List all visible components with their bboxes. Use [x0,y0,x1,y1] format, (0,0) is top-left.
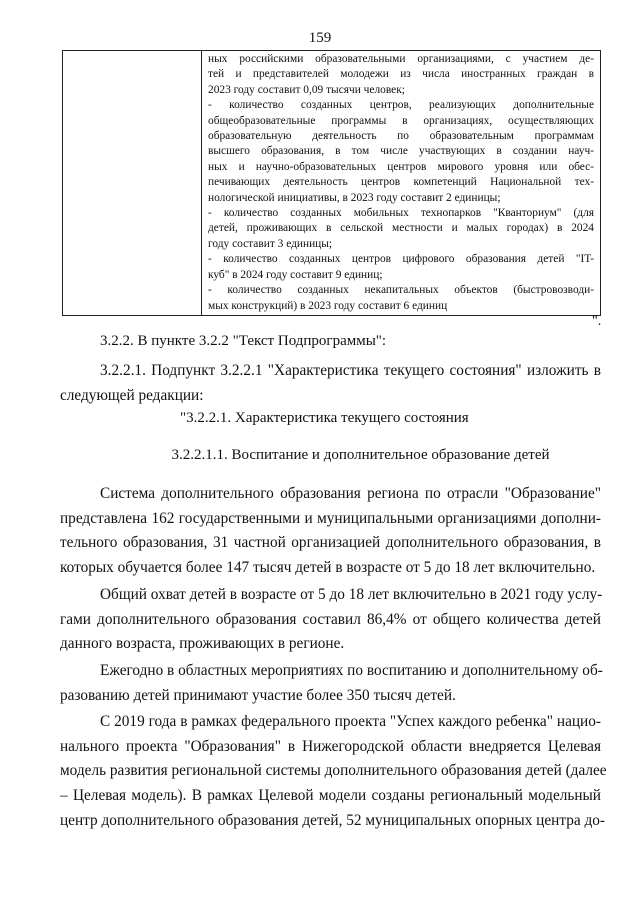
paragraph-line: разованию детей принимают участие более 350 тысяч детей. [60,686,456,704]
table-text-line: - количество созданных мобильных технопарков "Кванториум" (для [208,207,594,220]
section-3-2-2: 3.2.2. В пункте 3.2.2 "Текст Подпрограммы": [100,333,387,349]
table-text-line: ных и научно-образовательных центров мирового уровня или обес- [208,160,594,173]
heading-characteristic: "3.2.2.1. Характеристика текущего состояния [180,410,469,426]
paragraph-line: С 2019 года в рамках федерального проекта "Успех каждого ребенка" нацио- [100,713,601,730]
paragraph-line: Ежегодно в областных мероприятиях по воспитанию и дополнительному об- [100,662,603,679]
table-text-line: - количество созданных центров цифрового образования детей "IT- [208,253,594,266]
closing-quote: ". [592,314,602,329]
table-text-line: - количество созданных некапитальных объектов (быстровозводи- [208,284,594,297]
paragraph-line: гами дополнительного образования составил 86,4% от общего количества детей [60,610,601,628]
paragraph-target-model [60,710,607,834]
paragraph-system [60,482,601,581]
table-text-line: году составит 3 единицы; [208,237,333,250]
table-text-line: тей и представителей молодежи из числа иностранных граждан в [208,68,594,81]
paragraph-line: центр дополнительного образования детей, 52 муниципальных опорных центра до- [60,811,605,829]
table-row [63,51,601,316]
paragraph-line: Общий охват детей в возрасте от 5 до 18 лет включительно в 2021 году услу- [100,586,603,603]
table-text-line: образовательную деятельность по образовательным программам [208,130,594,143]
paragraph-events [60,659,601,708]
paragraph-line: которых обучается более 147 тысяч детей в возрасте от 5 до 18 лет включительно. [60,559,596,577]
page-number: 159 [308,30,332,46]
table-text-line: ных российскими образовательными организациями, с участием де- [208,53,594,65]
paragraph-line: представлена 162 государственными и муниципальными организациями дополни- [60,509,601,527]
heading-upbringing: 3.2.2.1.1. Воспитание и дополнительное образование детей [171,447,550,463]
table-text-line: общеобразовательные программы в организациях, осуществляющих [208,114,594,127]
table-text-line: 2023 году составит 0,09 тысячи человек; [208,83,405,96]
paragraph-coverage [60,583,601,657]
paragraph-line: нального проекта "Образования" в Нижегородской области внедряется Целевая [60,737,601,755]
table-cell-indicators [202,51,601,316]
paragraph-line: следующей редакции: [60,386,204,404]
paragraph-line: тельного образования, 31 частной организацией дополнительного образования, в [60,534,601,552]
table-text-line: - количество созданных центров, реализующих дополнительные [208,99,594,112]
program-indicators-table [62,50,601,316]
table-text-line: мых конструкций) в 2023 году составит 6 единиц [208,299,448,312]
table-text-line: печивающих деятельность центров компетенций Национальной тех- [208,176,594,189]
paragraph-line: 3.2.2.1. Подпункт 3.2.2.1 "Характеристика текущего состояния" изложить в [100,362,601,379]
paragraph-line: Система дополнительного образования региона по отрасли "Образование" [100,485,601,502]
table-text-line: детей, проживающих в сельской местности и малых городах) в 2024 [208,222,594,235]
paragraph-line: модель развития региональной системы дополнительного образования детей (далее [60,762,607,780]
table-text-line: нологической инициативы, в 2023 году составит 2 единицы; [208,191,501,204]
table-text-line: куб" в 2024 году составит 9 единиц; [208,268,383,281]
table-cell-empty [63,51,202,316]
paragraph-line: – Целевая модель). В рамках Целевой модели созданы региональный модельный [60,787,601,805]
table-text-line: высшего образования, в том числе участвующих в создании науч- [208,145,594,158]
paragraph-line: данного возраста, проживающих в регионе. [60,635,345,653]
section-3-2-2-1 [60,359,601,408]
